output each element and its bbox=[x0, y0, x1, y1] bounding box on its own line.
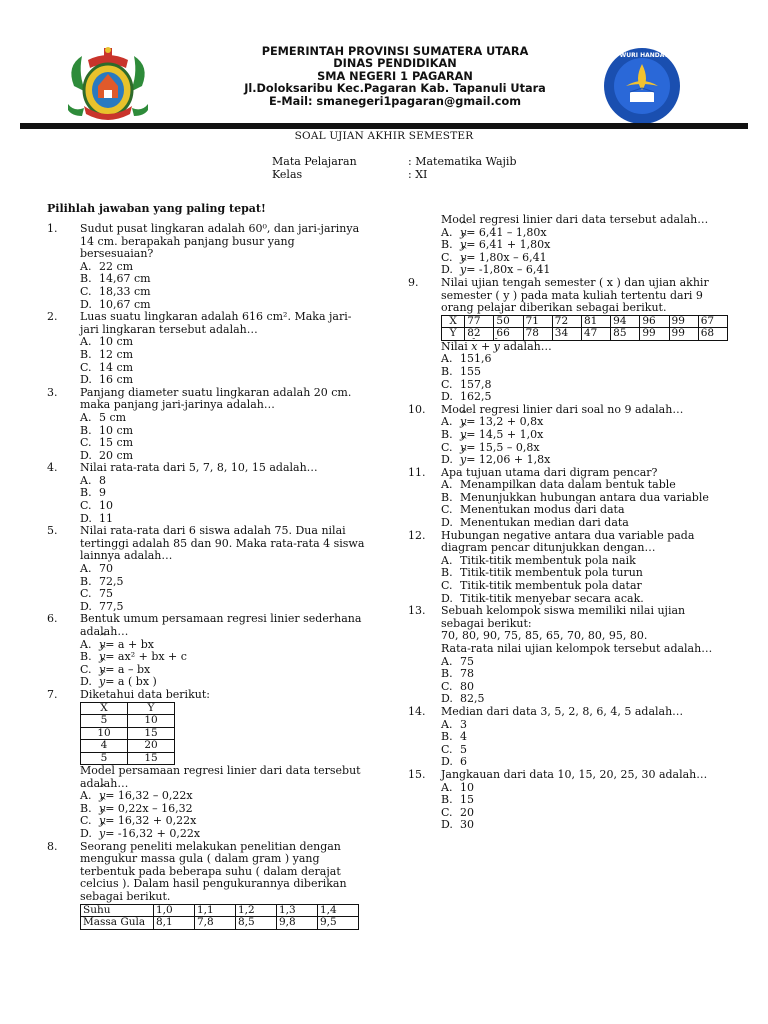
option-a: A. ^ y = a + bx bbox=[80, 639, 367, 652]
class-value: : XI bbox=[408, 168, 428, 181]
class-label: Kelas bbox=[272, 168, 303, 181]
option-a: A. 70 bbox=[80, 562, 113, 576]
option-a: A. 10 cm bbox=[80, 335, 134, 349]
question-number: 3. bbox=[47, 385, 58, 399]
question-text: Panjang diameter suatu lingkaran adalah 20 cm. maka panjang jari-jarinya adalah… bbox=[80, 385, 352, 412]
question-text: Nilai ujian tengah semester ( x ) dan ujian akhir semester ( y ) pada mata kuliah tertentu dari 9 orang pelajar diberikan sebagai berikut. bbox=[441, 275, 709, 315]
question-number: 14. bbox=[408, 704, 426, 718]
subject-label: Mata Pelajaran bbox=[272, 155, 357, 168]
option-c: C. 80 bbox=[441, 679, 474, 693]
option-c: C. 157,8 bbox=[441, 377, 492, 391]
option-b: B. 9 bbox=[80, 486, 106, 500]
option-c: C. 20 bbox=[441, 805, 474, 819]
question-number: 2. bbox=[47, 310, 58, 324]
data-table: X Y 5 10 10 15 4 20 5 15 bbox=[80, 702, 175, 766]
option-a: A. ^ y = 6,41 – 1,80x bbox=[441, 227, 728, 240]
question-8 bbox=[47, 841, 367, 930]
option-a: A. 10 bbox=[441, 780, 474, 794]
y-hat: ^ y bbox=[99, 651, 105, 664]
question-number: 13. bbox=[408, 604, 426, 618]
tut-wuri-handayani-logo-icon bbox=[596, 46, 688, 126]
question-4 bbox=[47, 462, 367, 525]
question-number: 15. bbox=[408, 767, 426, 781]
question-text: Apa tujuan utama dari digram pencar? bbox=[441, 465, 658, 479]
question-text: Luas suatu lingkaran adalah 616 cm². Maka jari-jari lingkaran tersebut adalah… bbox=[80, 310, 352, 336]
question-followup: Nilai - x + - y adalah… bbox=[441, 341, 728, 354]
option-a: A. 22 cm bbox=[80, 259, 134, 273]
option-d: D. 77,5 bbox=[80, 599, 124, 613]
question-12 bbox=[408, 530, 728, 606]
option-c: C. 5 bbox=[441, 742, 467, 756]
option-c: C. Titik-titik membentuk pola datar bbox=[441, 579, 642, 593]
option-b: B. ^ y = 14,5 + 1,0x bbox=[441, 429, 728, 442]
option-d: D. 16 cm bbox=[80, 373, 134, 387]
option-d: D. 6 bbox=[441, 755, 467, 769]
question-text: Median dari data 3, 5, 2, 8, 6, 4, 5 adalah… bbox=[441, 704, 684, 718]
data-table: X 77 50 71 72 81 94 96 99 67 Y 82 66 78 34 47 85 99 99 68 bbox=[441, 315, 728, 341]
y-hat: ^ y bbox=[99, 664, 105, 677]
option-a: A. 5 cm bbox=[80, 410, 127, 424]
option-b: B. 4 bbox=[441, 730, 467, 744]
option-a: A. ^ y = 13,2 + 0,8x bbox=[441, 416, 728, 429]
option-b: B. 155 bbox=[441, 364, 481, 378]
option-b: B. 14,67 cm bbox=[80, 272, 151, 286]
option-c: C. ^ y = a – bx bbox=[80, 664, 367, 677]
option-d: D. 11 bbox=[80, 511, 113, 525]
question-text: Model regresi linier dari soal no 9 adalah… bbox=[441, 402, 684, 416]
letterhead-line-1: PEMERINTAH PROVINSI SUMATERA UTARA bbox=[261, 45, 529, 58]
question-6 bbox=[47, 613, 367, 689]
instruction: Pilihlah jawaban yang paling tepat! bbox=[47, 202, 266, 215]
option-d: D. 10,67 cm bbox=[80, 297, 151, 311]
option-d: D. 162,5 bbox=[441, 390, 492, 404]
option-b: B. ^ y = ax² + bx + c bbox=[80, 651, 367, 664]
question-11 bbox=[408, 467, 728, 530]
question-5 bbox=[47, 525, 367, 613]
question-number: 8. bbox=[47, 839, 58, 853]
option-b: B. Menunjukkan hubungan antara dua variable bbox=[441, 490, 709, 504]
question-text: Jangkauan dari data 10, 15, 20, 25, 30 adalah… bbox=[441, 767, 708, 781]
header-divider bbox=[20, 123, 748, 129]
question-7 bbox=[47, 689, 367, 841]
letterhead bbox=[200, 46, 590, 108]
question-number: 1. bbox=[47, 222, 58, 235]
option-b: B. 78 bbox=[441, 667, 474, 681]
option-a: A. Menampilkan data dalam bentuk table bbox=[441, 478, 676, 492]
option-d: D. ^ y = -1,80x – 6,41 bbox=[441, 264, 728, 277]
question-text: Nilai rata-rata dari 5, 7, 8, 10, 15 adalah… bbox=[80, 461, 318, 475]
option-d: D. 82,5 bbox=[441, 692, 485, 706]
option-a: A. 8 bbox=[80, 473, 106, 487]
option-c: C. 18,33 cm bbox=[80, 284, 151, 298]
question-3 bbox=[47, 387, 367, 463]
option-d: D. ^ y = 12,06 + 1,8x bbox=[441, 454, 728, 467]
right-column bbox=[408, 214, 728, 832]
province-emblem-icon bbox=[64, 46, 152, 126]
question-10 bbox=[408, 404, 728, 467]
question-number: 9. bbox=[408, 275, 419, 289]
option-b: B. 10 cm bbox=[80, 423, 134, 437]
option-c: C. 14 cm bbox=[80, 360, 134, 374]
question-text: Hubungan negative antara dua variable pada diagram pencar ditunjukkan dengan… bbox=[441, 528, 695, 555]
question-text: Diketahui data berikut: bbox=[80, 687, 210, 701]
question-followup: Model persamaan regresi linier dari data tersebut adalah… bbox=[80, 764, 361, 790]
question-2 bbox=[47, 311, 367, 387]
option-a: A. 75 bbox=[441, 654, 474, 668]
option-b: B. Titik-titik membentuk pola turun bbox=[441, 566, 643, 580]
question-followup: Model regresi linier dari data tersebut adalah… bbox=[441, 213, 709, 226]
option-a: A. 151,6 bbox=[441, 352, 492, 366]
question-14 bbox=[408, 706, 728, 769]
question-text: Seorang peneliti melakukan penelitian dengan mengukur massa gula ( dalam gram ) yang terbentuk pada beberapa suhu ( dalam derajat celcius ). Dalam hasil pengukurannya diberikan sebagai berikut. bbox=[80, 839, 347, 903]
letterhead-line-2: DINAS PENDIDIKAN bbox=[333, 57, 457, 71]
logo-right-text: TUT WURI HANDAYANI bbox=[604, 52, 680, 59]
question-text: Nilai rata-rata dari 6 siswa adalah 75. Dua nilai tertinggi adalah 85 dan 90. Maka rata-rata 4 siswa lainnya adalah… bbox=[80, 524, 365, 563]
option-c: C. ^ y = 1,80x – 6,41 bbox=[441, 252, 728, 265]
option-c: C. Menentukan modus dari data bbox=[441, 503, 625, 517]
letterhead-line-3: SMA NEGERI 1 PAGARAN bbox=[317, 69, 473, 83]
question-13 bbox=[408, 605, 728, 706]
question-number: 12. bbox=[408, 528, 426, 542]
option-b: B. ^ y = 6,41 + 1,80x bbox=[441, 239, 728, 252]
option-c: C. 75 bbox=[80, 587, 113, 601]
question-number: 11. bbox=[408, 465, 426, 479]
option-d: D. 20 cm bbox=[80, 448, 134, 462]
question-text: Sebuah kelompok siswa memiliki nilai ujian sebagai berikut: bbox=[441, 604, 686, 630]
option-b: B. 15 bbox=[441, 793, 474, 807]
question-number: 5. bbox=[47, 524, 58, 538]
option-d: D. ^ y = -16,32 + 0,22x bbox=[80, 828, 367, 841]
question-9 bbox=[408, 277, 728, 404]
letterhead-line-4: Jl.Doloksaribu Kec.Pagaran Kab. Tapanuli Utara bbox=[244, 82, 546, 96]
option-c: C. ^ y = 15,5 – 0,8x bbox=[441, 442, 728, 455]
option-d: D. Titik-titik menyebar secara acak. bbox=[441, 591, 644, 605]
option-d: D. 30 bbox=[441, 818, 474, 832]
option-b: B. 12 cm bbox=[80, 347, 134, 361]
option-a: A. 3 bbox=[441, 717, 467, 731]
question-text: Sudut pusat lingkaran adalah 60⁰, dan jari-jarinya 14 cm. berapakah panjang busur yang bersesuaian? bbox=[80, 222, 360, 261]
y-hat: ^ y bbox=[99, 639, 105, 652]
left-column bbox=[47, 223, 367, 930]
option-c: C. 15 cm bbox=[80, 436, 134, 450]
question-data: 70, 80, 90, 75, 85, 65, 70, 80, 95, 80. bbox=[441, 629, 648, 643]
question-1 bbox=[47, 223, 367, 311]
option-b: B. 72,5 bbox=[80, 574, 124, 588]
option-c: C. 10 bbox=[80, 499, 113, 513]
question-number: 6. bbox=[47, 612, 58, 626]
question-number: 4. bbox=[47, 461, 58, 475]
question-text: Bentuk umum persamaan regresi linier sederhana adalah… bbox=[80, 612, 362, 638]
question-8-continued bbox=[408, 214, 728, 277]
data-table: Suhu 1,0 1,1 1,2 1,3 1,4 Massa Gula 8,1 7,8 8,5 9,8 9,5 bbox=[80, 904, 359, 930]
letterhead-line-5: E-Mail: smanegeri1pagaran@gmail.com bbox=[268, 94, 522, 108]
question-number: 7. bbox=[47, 687, 58, 701]
option-c: C. ^ y = 16,32 + 0,22x bbox=[80, 815, 367, 828]
option-a: A. Titik-titik membentuk pola naik bbox=[441, 553, 636, 567]
option-d: D. Menentukan median dari data bbox=[441, 516, 629, 530]
y-hat: ^ y bbox=[99, 676, 105, 689]
option-d: D. ^ y = a ( bx ) bbox=[80, 676, 367, 689]
question-15 bbox=[408, 769, 728, 832]
question-number: 10. bbox=[408, 402, 426, 416]
option-a: A. ^ y = 16,32 – 0,22x bbox=[80, 790, 367, 803]
option-b: B. ^ y = 0,22x – 16,32 bbox=[80, 803, 367, 816]
exam-meta bbox=[272, 155, 572, 181]
exam-title: SOAL UJIAN AKHIR SEMESTER bbox=[294, 130, 474, 142]
subject-value: : Matematika Wajib bbox=[408, 155, 517, 168]
question-followup: Rata-rata nilai ujian kelompok tersebut adalah… bbox=[441, 642, 713, 655]
